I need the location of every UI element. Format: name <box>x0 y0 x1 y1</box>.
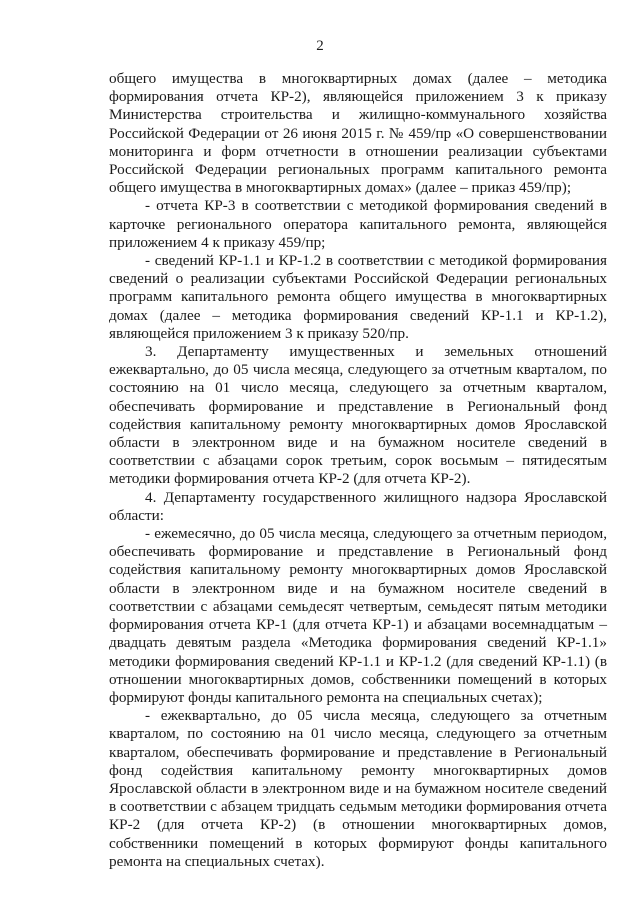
list-item-quarterly: - ежеквартально, до 05 числа месяца, следующего за отчетным кварталом, по состоянию на 01 число месяца, следующего за отчетным кварталом, обеспечивать формирование и представление в Региональный фонд содействия капитальному ремонту многоквартирных домов Ярославской области в электронном виде и на бумажном носителе сведений в соответствии с абзацем тридцать седьмым методики формирования отчета КР-2 (для отчета КР-2) (в отношении многоквартирных домов, собственники помещений в которых формируют фонды капитального ремонта на специальных счетах). <box>109 707 607 870</box>
list-item-kr11-kr12: - сведений КР-1.1 и КР-1.2 в соответствии с методикой формирования сведений о реализации субъектами Российской Федерации региональных программ капитального ремонта общего имущества в многоквартирных домах (далее – методика формирования сведений КР-1.1 и КР-1.2), являющейся приложением 3 к приказу 520/пр. <box>109 252 607 342</box>
paragraph-continuation: общего имущества в многоквартирных домах (далее – методика формирования отчета КР-2), являющейся приложением 3 к приказу Министерства строительства и жилищно-коммунального хозяйства Российской Федерации от 26 июня 2015 г. № 459/пр «О совершенствовании мониторинга и форм отчетности в отношении реализации субъектами Российской Федерации региональных программ капитального ремонта общего имущества в многоквартирных домах» (далее – приказ 459/пр); <box>109 70 607 197</box>
page-number: 2 <box>316 38 324 54</box>
list-item-kr3: - отчета КР-3 в соответствии с методикой формирования сведений в карточке регионального оператора капитального ремонта, являющейся приложением 4 к приказу 459/пр; <box>109 197 607 251</box>
paragraph-section-3: 3. Департаменту имущественных и земельных отношений ежеквартально, до 05 числа месяца, следующего за отчетным кварталом, по состоянию на 01 число месяца, следующего за отчетным кварталом, обеспечивать формирование и представление в Региональный фонд содействия капитальному ремонту многоквартирных домов Ярославской области в электронном виде и на бумажном носителе сведений в соответствии с абзацами сорок третьим, сорок восьмым – пятидесятым методики формирования отчета КР-2 (для отчета КР-2). <box>109 343 607 488</box>
paragraph-section-4: 4. Департаменту государственного жилищного надзора Ярославской области: <box>109 488 607 524</box>
list-item-monthly: - ежемесячно, до 05 числа месяца, следующего за отчетным периодом, обеспечивать формирование и представление в Региональный фонд содействия капитальному ремонту многоквартирных домов Ярославской области в электронном виде и на бумажном носителе сведений в соответствии с абзацами семьдесят четвертым, семьдесят пятым методики формирования отчета КР-1 (для отчета КР-1) и абзацами восемнадцатым – двадцать девятым раздела «Методика формирования сведений КР-1.1» методики формирования сведений КР-1.1 и КР-1.2 (для сведений КР-1.1) (в отношении многоквартирных домов, собственники помещений в которых формируют фонды капитального ремонта на специальных счетах); <box>109 525 607 706</box>
document-body <box>109 70 607 871</box>
